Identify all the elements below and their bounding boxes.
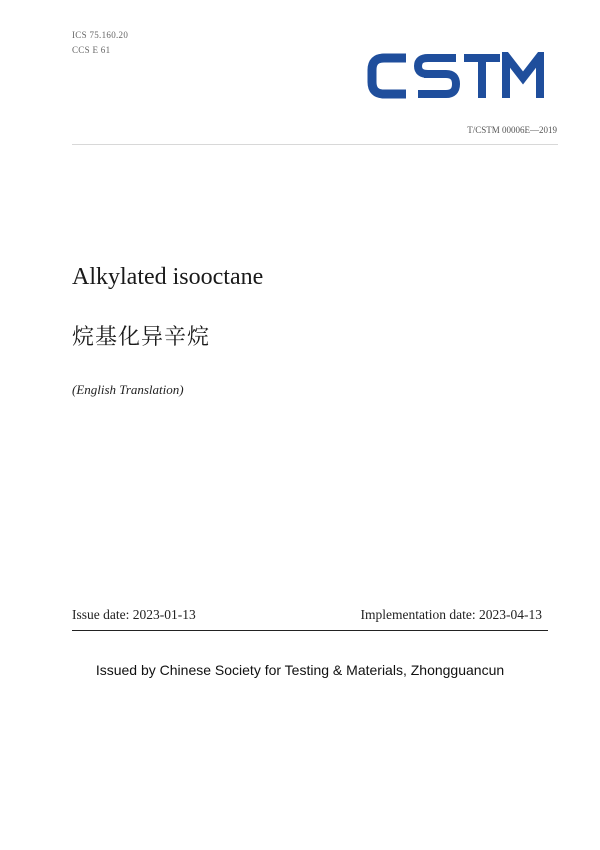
header-divider xyxy=(72,144,558,145)
cstm-logo xyxy=(366,52,544,100)
translation-note: (English Translation) xyxy=(72,382,184,397)
standard-number: T/CSTM 00006E—2019 xyxy=(467,125,557,135)
implementation-date: Implementation date: 2023-04-13 xyxy=(360,607,542,622)
title-chinese: 烷基化异辛烷 xyxy=(72,325,211,350)
ccs-code: CCS E 61 xyxy=(72,45,111,55)
dates-divider xyxy=(72,630,548,631)
ics-code: ICS 75.160.20 xyxy=(72,30,129,40)
issue-date: Issue date: 2023-01-13 xyxy=(72,607,196,622)
title-english: Alkylated isooctane xyxy=(72,264,264,290)
issuer-line: Issued by Chinese Society for Testing & Materials, Zhongguancun xyxy=(95,662,505,678)
